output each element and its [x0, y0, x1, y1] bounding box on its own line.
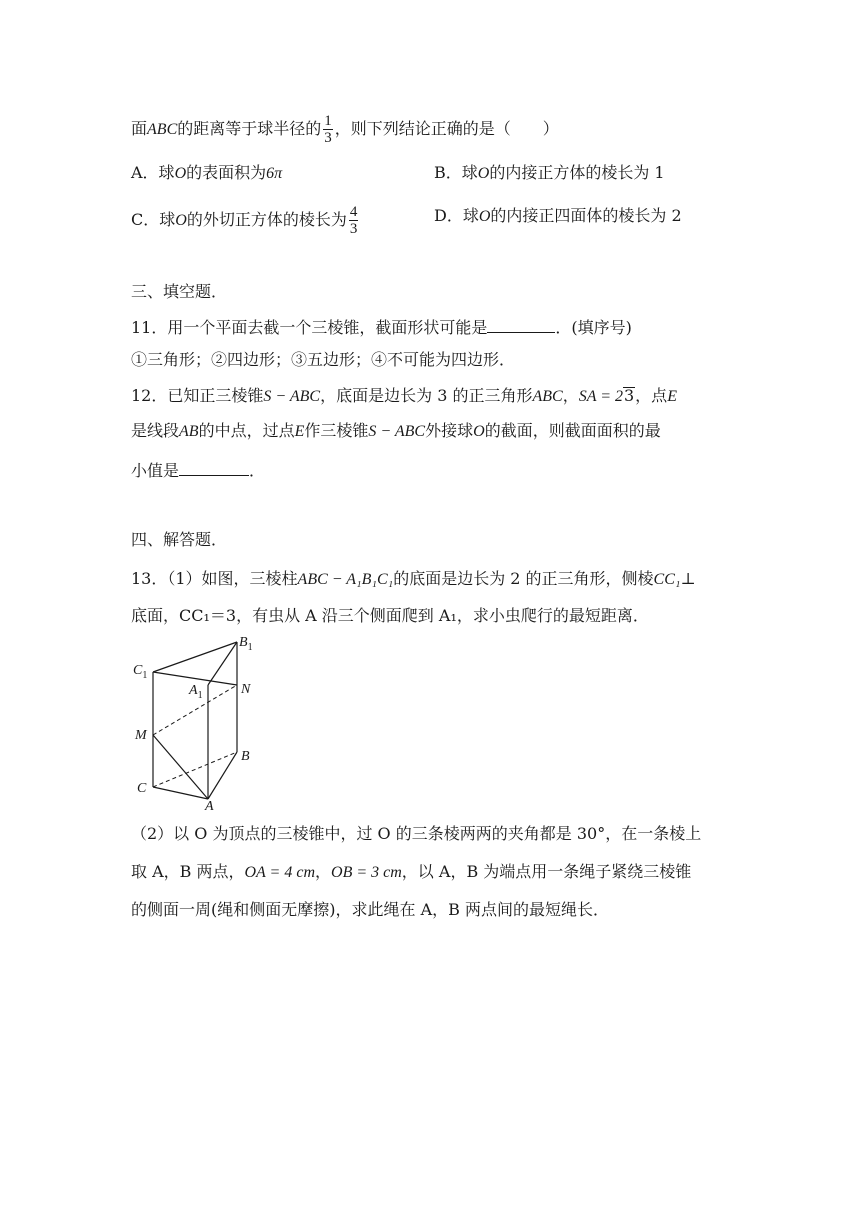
text: A．球	[131, 163, 175, 182]
math-6pi: 6π	[266, 165, 283, 182]
math-ab: AB	[179, 423, 199, 440]
text: 是线段	[131, 421, 180, 440]
q13-part2-line2	[131, 862, 691, 883]
text: 11．用一个平面去截一个三棱锥，截面形状可能是	[131, 318, 488, 337]
text: 小值是	[131, 461, 180, 480]
text: C．球	[131, 210, 176, 229]
label-a: A	[205, 799, 214, 812]
text: ，	[562, 386, 579, 405]
frac-den: 3	[349, 221, 358, 237]
math-o: O	[175, 212, 187, 229]
text: ，	[315, 862, 332, 881]
text: B．球	[434, 163, 478, 182]
math-ob: OB = 3 cm	[331, 864, 402, 881]
edge-c1b1	[153, 642, 237, 672]
q10-stem-continuation	[131, 113, 559, 146]
fraction-four-thirds	[349, 204, 359, 237]
option-a	[131, 163, 282, 184]
label-c: C	[137, 781, 147, 796]
text: ，底面是边长为 3 的正三角形	[320, 386, 533, 405]
text: D．球	[434, 206, 479, 225]
text: ，以 A，B 为端点用一条绳子紧绕三棱锥	[401, 862, 692, 881]
text: 的外切正方体的棱长为	[186, 210, 347, 229]
label-n: N	[241, 682, 251, 697]
text: ，则下列结论正确的是（ ）	[334, 119, 559, 138]
edge-ab	[208, 752, 237, 799]
text: ，点	[635, 386, 668, 405]
label-b: B	[241, 749, 250, 764]
fraction-one-third	[323, 113, 333, 146]
text: 作三棱锥	[304, 421, 369, 440]
option-c	[131, 204, 360, 237]
text: 外接球	[425, 421, 474, 440]
section-solve-heading: 四、解答题．	[131, 530, 228, 549]
math-s-abc: S − ABC	[263, 388, 321, 405]
math-o: O	[174, 165, 187, 182]
text: 的表面积为	[186, 163, 267, 182]
text: 面	[131, 119, 148, 138]
math-sa: SA = 2	[578, 388, 623, 405]
math-abc: ABC	[147, 121, 178, 138]
label-a1: $A_1$	[189, 683, 203, 701]
frac-num: 1	[324, 113, 332, 129]
math-o: O	[477, 165, 490, 182]
answer-blank[interactable]	[179, 459, 249, 476]
math-o: O	[473, 423, 485, 440]
math-cc1: CC₁⊥	[653, 571, 696, 588]
hidden-edge-cb	[153, 752, 237, 787]
answer-blank[interactable]	[487, 316, 555, 333]
label-m: M	[135, 728, 147, 743]
math-abc: ABC	[532, 388, 563, 405]
section-fill-in-heading: 三、填空题．	[131, 282, 228, 301]
text: 的内接正方体的棱长为 1	[489, 163, 665, 182]
math-oa: OA = 4 cm	[244, 864, 315, 881]
math-prism: ABC − A₁B₁C₁	[297, 571, 394, 588]
q13-part2-line3: 的侧面一周(绳和侧面无摩擦)，求此绳在 A，B 两点间的最短绳长．	[131, 900, 609, 919]
q13-line2: 底面，CC₁＝3，有虫从 A 沿三个侧面爬到 A₁，求小虫爬行的最短距离．	[131, 606, 649, 625]
math-o: O	[478, 208, 491, 225]
math-e: E	[667, 388, 677, 405]
text: ．(填序号)	[555, 318, 632, 337]
sqrt-3: 3	[623, 386, 635, 405]
text: 的截面，则截面面积的最	[484, 421, 661, 440]
q13-line1	[131, 569, 696, 590]
frac-den: 3	[324, 130, 332, 146]
q12-line2	[131, 421, 661, 442]
math-e: E	[294, 423, 305, 440]
math-s-abc: S − ABC	[368, 423, 426, 440]
label-b1: $B_1$	[239, 635, 253, 653]
q11-line1	[131, 316, 632, 338]
text: 13．（1）如图，三棱柱	[131, 569, 298, 588]
option-b	[434, 163, 665, 184]
q12-line3	[131, 459, 265, 481]
prism-figure	[131, 632, 261, 812]
q11-line2: ①三角形；②四边形；③五边形；④不可能为四边形．	[131, 350, 516, 369]
edge-a1b1	[208, 642, 237, 685]
text: ．	[249, 461, 266, 480]
text: 的内接正四面体的棱长为 2	[490, 206, 682, 225]
text: 取 A，B 两点，	[131, 862, 245, 881]
text: 12．已知正三棱锥	[131, 386, 264, 405]
text: 的距离等于球半径的	[177, 119, 322, 138]
q13-part2-line1: （2）以 O 为顶点的三棱锥中，过 O 的三条棱两两的夹角都是 30°，在一条棱上	[131, 824, 702, 843]
text: 的底面是边长为 2 的正三角形，侧棱	[393, 569, 654, 588]
frac-num: 4	[349, 204, 358, 220]
text: 的中点，过点	[198, 421, 295, 440]
q12-line1	[131, 386, 677, 407]
prism-edges	[153, 642, 237, 799]
option-d	[434, 206, 682, 227]
label-c1: $C_1$	[133, 663, 148, 681]
